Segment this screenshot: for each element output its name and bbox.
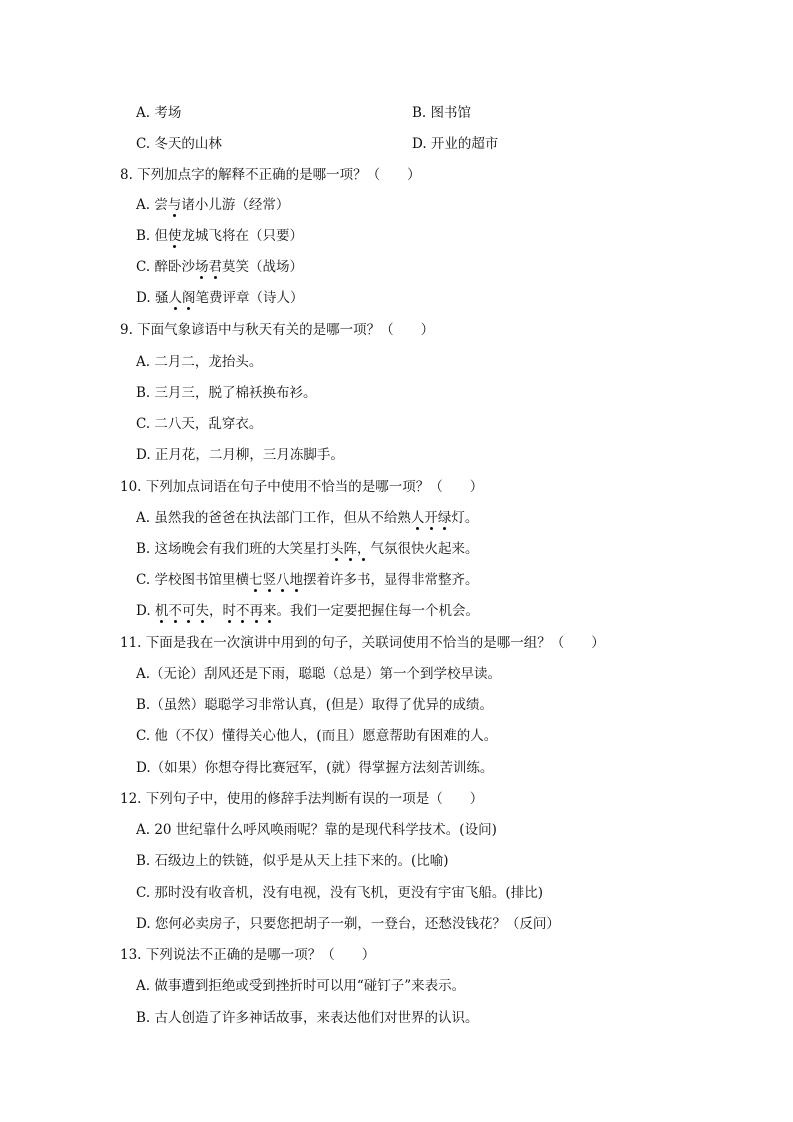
q9-option-c: C. 二八天，乱穿衣。	[136, 416, 263, 432]
emphasis-dot-char: 来	[262, 603, 277, 619]
q13-option-b: B. 古人创造了许多神话故事，来表达他们对世界的认识。	[136, 1010, 479, 1026]
emphasis-dot-char: 时	[222, 603, 236, 619]
q10-option-d: D. 机不可失，时不再来。我们一定要把握住每一个机会。	[136, 603, 479, 619]
emphasis-dot-char: 地	[289, 572, 303, 588]
q11-option-b: B.（虽然）聪聪学习非常认真，(但是）取得了优异的成绩。	[136, 697, 493, 713]
emphasis-dot-char: 场	[194, 259, 209, 275]
emphasis-dot-char: 八	[275, 572, 290, 588]
q9-option-a: A. 二月二，龙抬头。	[136, 354, 263, 370]
q13-option-a: A. 做事遭到拒绝或受到挫折时可以用“碰钉子”来表示。	[136, 978, 466, 994]
q8-option-b: B. 但使龙城飞将在（只要）	[136, 228, 304, 244]
q9-option-d: D. 正月花，二月柳，三月冻脚手。	[136, 447, 344, 463]
emphasis-dot-char: 阁	[181, 290, 196, 306]
emphasis-dot-char: 君	[208, 259, 222, 275]
q12-option-c: C. 那时没有收音机，没有电视，没有飞机，更没有宇宙飞船。(排比)	[136, 885, 543, 901]
q10-option-b: B. 这场晚会有我们班的大笑星打头阵，气氛很快火起来。	[136, 541, 479, 557]
emphasis-dot-char: 使	[168, 228, 182, 244]
emphasis-dot-char: 不	[235, 603, 250, 619]
emphasis-dot-char: 与	[167, 197, 182, 213]
q7-option-a: A. 考场	[136, 105, 182, 121]
q7-option-d: D. 开业的超市	[412, 136, 499, 152]
emphasis-dot-char: 再	[249, 603, 263, 619]
q10-option-c: C. 学校图书馆里横七竖八地摆着许多书，显得非常整齐。	[136, 572, 479, 588]
q11-option-a: A.（无论）刮风还是下雨，聪聪（总是）第一个到学校早读。	[136, 666, 502, 682]
q7-option-b: B. 图书馆	[412, 105, 472, 121]
q11-option-c: C. 他（不仅）懂得关心他人，(而且）愿意帮助有困难的人。	[136, 728, 498, 744]
emphasis-dot-char: 头	[330, 541, 344, 557]
emphasis-dot-char: 阵	[343, 541, 358, 557]
emphasis-dot-char: 绿	[437, 510, 452, 526]
emphasis-dot-char: 不	[168, 603, 182, 619]
emphasis-dot-char: 失	[195, 603, 209, 619]
emphasis-dot-char: ，	[357, 541, 371, 557]
emphasis-dot-char: 人	[410, 510, 425, 526]
q8-option-c: C. 醉卧沙场君莫笑（战场）	[136, 259, 303, 275]
q8-option-d: D. 骚人阁笔费评章（诗人）	[136, 290, 304, 306]
q12-option-a: A. 20 世纪靠什么呼风唤雨呢？靠的是现代科学技术。(设问)	[136, 822, 497, 838]
q8-stem: 8. 下列加点字的解释不正确的是哪一项？（ ）	[120, 167, 421, 183]
emphasis-dot-char: 可	[181, 603, 196, 619]
q9-option-b: B. 三月三，脱了棉袄换布衫。	[136, 385, 317, 401]
emphasis-dot-char: 七	[248, 572, 263, 588]
q7-option-c: C. 冬天的山林	[136, 136, 222, 152]
q9-stem: 9. 下面气象谚语中与秋天有关的是哪一项？（ ）	[120, 322, 435, 338]
q10-option-a: A. 虽然我的爸爸在执法部门工作，但从不给熟人开绿灯。	[136, 510, 479, 526]
q8-option-a: A. 尝与诸小儿游（经常）	[136, 197, 290, 213]
q11-stem: 11. 下面是我在一次演讲中用到的句子，关联词使用不恰当的是哪一组？（ ）	[120, 635, 605, 651]
q12-option-d: D. 您何必卖房子，只要您把胡子一剃，一登台，还愁没钱花？（反问）	[136, 916, 560, 932]
q12-option-b: B. 石级边上的铁链，似乎是从天上挂下来的。(比喻)	[136, 853, 449, 869]
q10-stem: 10. 下列加点词语在句子中使用不恰当的是哪一项？（ ）	[120, 479, 484, 495]
emphasis-dot-char: 机	[154, 603, 169, 619]
q13-stem: 13. 下列说法不正确的是哪一项？（ ）	[120, 947, 376, 963]
q12-stem: 12. 下列句子中，使用的修辞手法判断有误的一项是（ ）	[120, 791, 484, 807]
emphasis-dot-char: 竖	[262, 572, 276, 588]
q11-option-d: D.（如果）你想夺得比赛冠军，(就）得掌握方法刻苦训练。	[136, 760, 494, 776]
emphasis-dot-char: 人	[168, 290, 182, 306]
emphasis-dot-char: 开	[424, 510, 438, 526]
